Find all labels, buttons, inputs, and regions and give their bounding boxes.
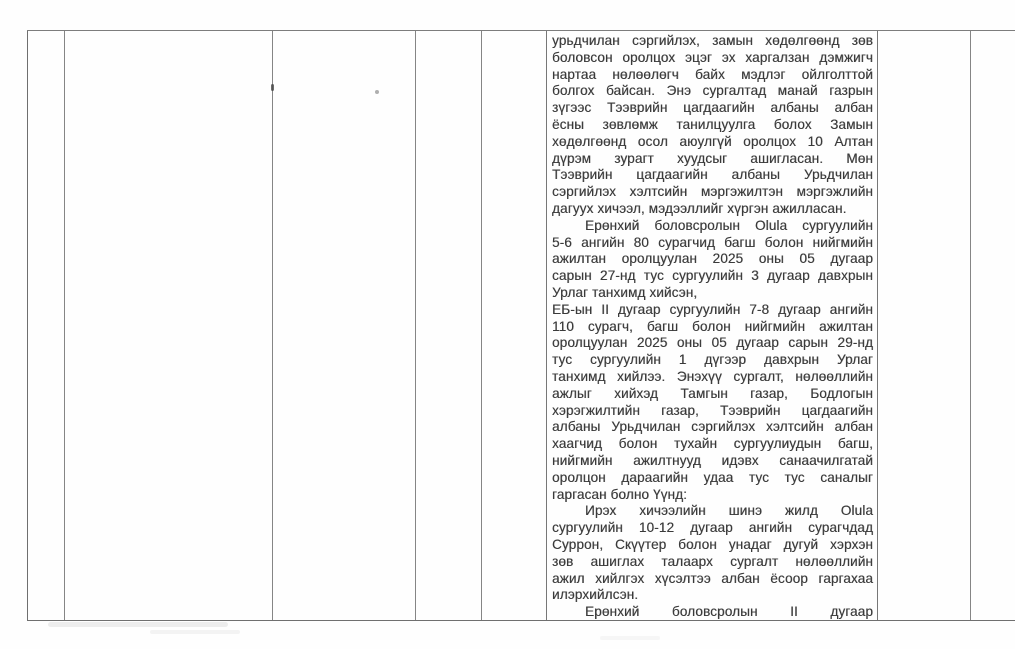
scan-smudge bbox=[600, 636, 660, 640]
text-line: болгох байсан. Энэ сургалтад манай газрын bbox=[552, 83, 873, 99]
text-line: оролцон дараагийн удаа тус тус саналыг bbox=[552, 469, 873, 485]
text-line: дагуух хичээл, мэдээллийг хүргэн ажилласан. bbox=[552, 200, 847, 216]
text-line: хэрэгжилтийн газар, Тээврийн цагдаагийн bbox=[552, 402, 873, 418]
text-line: илэрхийлсэн. bbox=[552, 587, 639, 603]
scan-smudge bbox=[48, 622, 228, 627]
table-cell-empty-6 bbox=[878, 31, 970, 620]
text-line: Ерөнхий боловсролын II дугаар bbox=[585, 604, 873, 620]
text-line: албаны Урьдчилан сэргийлэх хэлтсийн албан bbox=[552, 419, 873, 435]
table-cell-empty-4 bbox=[416, 31, 481, 620]
text-line: боловсон оролцох эцэг эх харгалзан дэмжигч bbox=[552, 49, 873, 65]
table-cell-empty-5 bbox=[482, 31, 546, 620]
scan-speck bbox=[375, 90, 379, 94]
table-cell-text bbox=[547, 31, 877, 620]
text-line: танхимд хийлээ. Энэхүү сургалт, нөлөөллийн bbox=[552, 368, 873, 384]
text-line: нийгмийн ажилтнууд идэвх санаачилгатай bbox=[552, 452, 873, 468]
text-lines bbox=[552, 33, 873, 621]
table-cell-empty-3 bbox=[273, 31, 415, 620]
text-line: сургуулийн 10-12 дугаар ангийн сурагчдад bbox=[552, 520, 873, 536]
text-line: дүрэм зурагт хуудсыг ашигласан. Мөн bbox=[552, 150, 873, 166]
text-line: ЕБ-ын II дугаар сургуулийн 7-8 дугаар ангийн bbox=[552, 301, 873, 317]
text-line: урьдчилан сэргийлэх, замын хөдөлгөөнд зөв bbox=[552, 33, 873, 48]
text-line: Суррон, Скүүтер болон унадаг дугуй хэрхэн bbox=[552, 536, 873, 552]
text-line: ёсны зөвлөмж танилцуулга болох Замын bbox=[552, 116, 873, 132]
text-line: Урлаг танхимд хийсэн, bbox=[552, 284, 698, 300]
document-table bbox=[27, 30, 1015, 621]
text-line: гаргасан болно Үүнд: bbox=[552, 486, 688, 502]
text-line: сэргийлэх хэлтсийн мэргэжилтэн мэргэжлийн bbox=[552, 184, 873, 200]
text-line: хаагчид болон тухайн сургуулиудын багш, bbox=[552, 436, 873, 452]
table-cell-empty-7 bbox=[971, 31, 1015, 620]
text-line: Ерөнхий боловсролын Olula сургуулийн bbox=[585, 217, 873, 233]
text-line: тус сургуулийн 1 дүгээр давхрын Урлаг bbox=[552, 352, 873, 368]
text-line: Тээврийн цагдаагийн албаны Урьдчилан bbox=[552, 167, 873, 183]
text-line: ажил хийлгэх хүсэлтээ албан ёсоор гаргахаа bbox=[552, 570, 873, 586]
text-line: сарын 27-нд тус сургуулийн 3 дугаар давхрын bbox=[552, 268, 873, 284]
text-line: ажлыг хийхэд Тамгын газар, Бодлогын bbox=[552, 385, 873, 401]
scan-smudge bbox=[150, 630, 240, 634]
text-line: 110 сурагч, багш болон нийгмийн ажилтан bbox=[552, 318, 873, 334]
text-line: зөв ашиглах талаарх сургалт нөлөөллийн bbox=[552, 553, 873, 569]
table-cell-empty-1 bbox=[28, 31, 64, 620]
text-line: Ирэх хичээлийн шинэ жилд Olula bbox=[585, 503, 873, 519]
text-line: хөдөлгөөнд осол аюулгүй оролцох 10 Алтан bbox=[552, 133, 873, 149]
text-line: ажилтан оролцуулан 2025 оны 05 дугаар bbox=[552, 251, 873, 267]
table-cell-empty-2 bbox=[65, 31, 272, 620]
text-line: оролцуулан 2025 оны 05 дугаар сарын 29-нд bbox=[552, 335, 873, 351]
text-line: нартаа нөлөөлөгч байх мэдлэг ойлголттой bbox=[552, 66, 873, 82]
text-line: 5-6 ангийн 80 сурагчид багш болон нийгмийн bbox=[552, 234, 873, 250]
scan-speck bbox=[271, 84, 274, 91]
text-line: зүгээс Тээврийн цагдаагийн албаны албан bbox=[552, 100, 873, 116]
